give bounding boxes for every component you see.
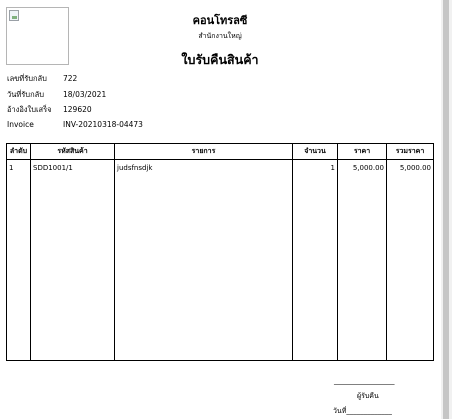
column-header-qty: จำนวน xyxy=(293,144,338,160)
cell-code: SDD1001/1 xyxy=(31,160,115,176)
items-table xyxy=(6,143,434,361)
scrollbar-thumb[interactable] xyxy=(443,0,449,419)
info-value: 18/03/2021 xyxy=(63,90,107,99)
cell-price: 5,000.00 xyxy=(338,160,387,176)
table-row xyxy=(7,160,434,176)
column-header-code: รหัสสินค้า xyxy=(31,144,115,160)
signature-line: ____________________ xyxy=(334,377,394,385)
info-label: Invoice xyxy=(7,120,34,129)
cell-total: 5,000.00 xyxy=(387,160,434,176)
cell-qty: 1 xyxy=(293,160,338,176)
info-row-invoice xyxy=(7,120,143,129)
info-label: อ้างอิงใบเสร็จ xyxy=(7,105,52,114)
column-header-total: รวมราคา xyxy=(387,144,434,160)
info-value: INV-20210318-04473 xyxy=(63,120,143,129)
signature-receiver-label: ผู้รับคืน xyxy=(357,392,379,400)
column-header-item: รายการ xyxy=(115,144,293,160)
info-value: 722 xyxy=(63,74,78,83)
branch-name: สำนักงานใหญ่ xyxy=(198,32,242,40)
info-label: วันที่รับกลับ xyxy=(7,90,44,99)
document-title: ใบรับคืนสินค้า xyxy=(181,52,259,67)
column-header-no: ลำดับ xyxy=(7,144,31,160)
info-row-return-number xyxy=(7,73,77,85)
column-header-price: ราคา xyxy=(338,144,387,160)
table-filler-row xyxy=(7,175,434,361)
info-value: 129620 xyxy=(63,105,92,114)
cell-no: 1 xyxy=(7,160,31,176)
cell-item: judsfnsdjk xyxy=(115,160,293,176)
info-row-receipt-ref xyxy=(7,104,92,116)
signature-date-label: วันที่_____________ xyxy=(333,407,392,415)
info-row-return-date xyxy=(7,89,106,101)
table-header-row xyxy=(7,144,434,160)
company-logo-image xyxy=(6,7,69,65)
broken-image-icon xyxy=(9,10,19,21)
info-label: เลขที่รับกลับ xyxy=(7,74,47,83)
company-name: คอนโทรลซี xyxy=(192,14,248,27)
